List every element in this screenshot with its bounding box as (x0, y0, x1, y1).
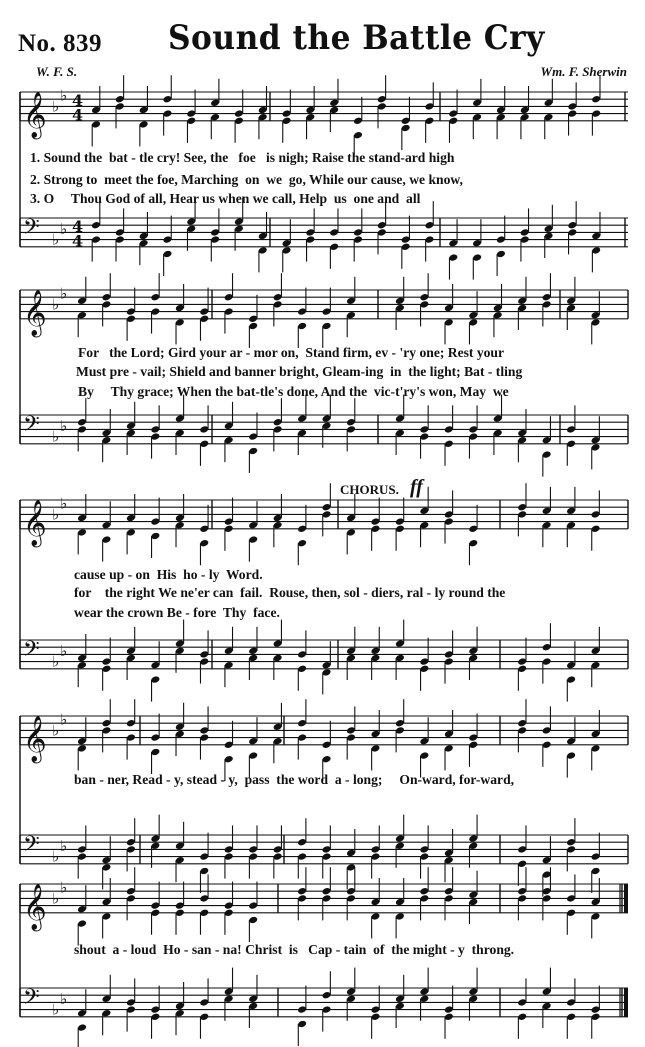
flat-sign: ♭ (60, 219, 68, 238)
flat-sign: ♭ (52, 889, 60, 908)
flat-sign: ♭ (52, 652, 60, 671)
lyric-line-s1-v1: 1. Sound the bat - tle cry! See, the foe is nigh; Raise the stand-ard high (30, 150, 455, 165)
music-credit: Wm. F. Sherwin (540, 64, 627, 79)
words-credit: W. F. S. (36, 64, 78, 79)
flat-sign: ♭ (52, 1000, 60, 1019)
lyric-line-s2-v3: By Thy grace; When the bat-tle's done, And the vic-t'ry's won, May we (78, 384, 509, 399)
flat-sign: ♭ (52, 97, 60, 116)
time-signature: 4 (72, 105, 84, 125)
lyric-line-s3-v3: wear the crown Be - fore Thy face. (74, 605, 280, 620)
lyric-line-s4-v1: ban - ner, Read - y, stead - y, pass the word a - long; On-ward, for-ward, (74, 772, 515, 787)
lyric-line-s2-v1: For the Lord; Gird your ar - mor on, Stand firm, ev - 'ry one; Rest your (78, 345, 505, 360)
treble-clef: 𝄞 (23, 715, 47, 762)
bass-clef: 𝄢 (23, 985, 40, 1015)
flat-sign: ♭ (60, 836, 68, 855)
bass-clef: 𝄢 (23, 832, 40, 862)
time-signature: 4 (72, 90, 84, 110)
flat-sign: ♭ (60, 878, 68, 897)
bass-clef: 𝄢 (23, 215, 40, 245)
flat-sign: ♭ (60, 710, 68, 729)
lyric-line-s3-v1: cause up - on His ho - ly Word. (74, 567, 263, 582)
flat-sign: ♭ (52, 721, 60, 740)
treble-clef: 𝄞 (23, 91, 47, 138)
flat-sign: ♭ (60, 641, 68, 660)
hymn-title: Sound the Battle Cry (168, 18, 545, 58)
flat-sign: ♭ (60, 284, 68, 303)
lyric-line-s1-v2: 2. Strong to meet the foe, Marching on we go, While our cause, we know, (30, 172, 463, 187)
treble-clef: 𝄞 (23, 499, 47, 546)
hymn-number: No. 839 (18, 30, 103, 57)
time-signature: 4 (72, 216, 84, 236)
chorus-dynamic-mark: ff (410, 476, 423, 498)
treble-clef: 𝄞 (23, 883, 47, 930)
bass-clef: 𝄢 (23, 637, 40, 667)
lyric-line-s2-v2: Must pre - vail; Shield and banner bright, Gleam-ing in the light; Bat - tling (76, 364, 523, 379)
flat-sign: ♭ (52, 230, 60, 249)
flat-sign: ♭ (52, 427, 60, 446)
flat-sign: ♭ (52, 847, 60, 866)
flat-sign: ♭ (60, 416, 68, 435)
flat-sign: ♭ (60, 494, 68, 513)
flat-sign: ♭ (60, 989, 68, 1008)
chorus-label: CHORUS. (340, 482, 399, 497)
treble-clef: 𝄞 (23, 289, 47, 336)
time-signature: 4 (72, 231, 84, 251)
lyric-line-s1-v3: 3. O Thou God of all, Hear us when we call, Help us one and all (30, 191, 421, 206)
flat-sign: ♭ (60, 86, 68, 105)
flat-sign: ♭ (52, 505, 60, 524)
lyric-line-s5-v1: shout a - loud Ho - san - na! Christ is Cap - tain of the might - y throng. (74, 942, 515, 957)
flat-sign: ♭ (52, 295, 60, 314)
lyric-line-s3-v2: for the right We ne'er can fail. Rouse, then, sol - diers, ral - ly round the (74, 585, 506, 600)
bass-clef: 𝄢 (23, 412, 40, 442)
